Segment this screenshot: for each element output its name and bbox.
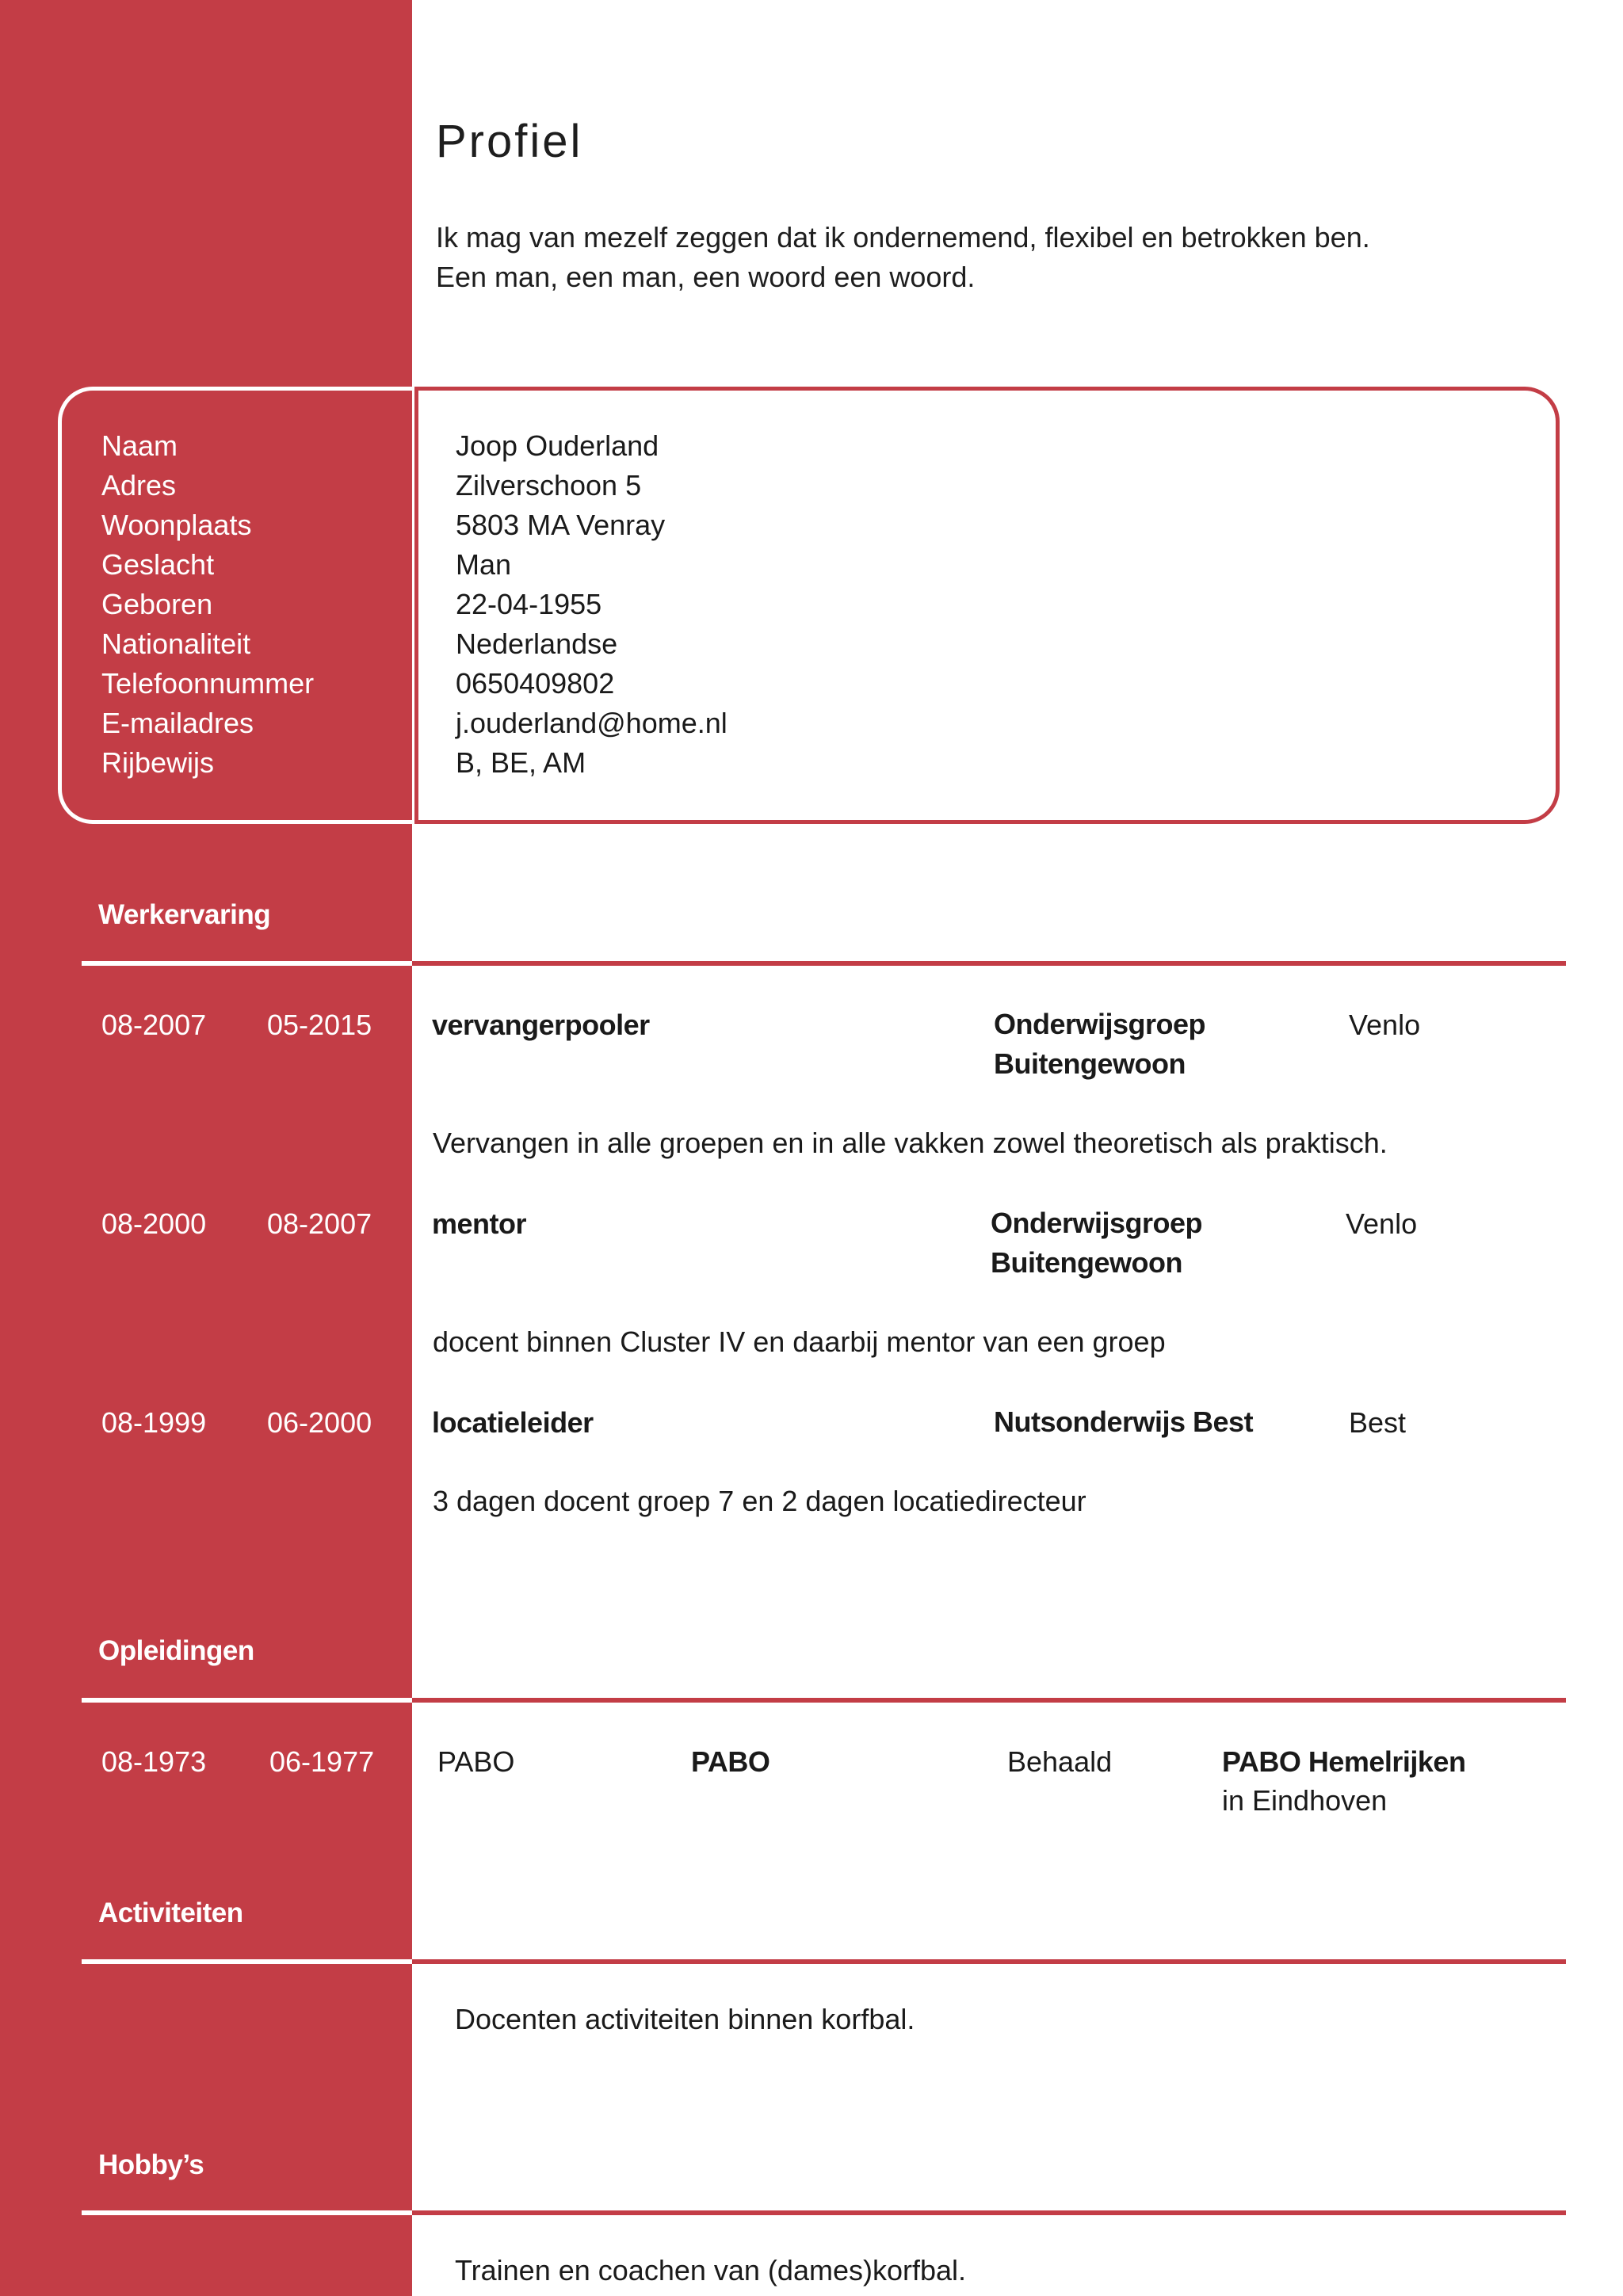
personal-info-labels xyxy=(101,426,314,783)
job-location: Venlo xyxy=(1349,1009,1421,1041)
job-end-date: 08-2007 xyxy=(267,1207,372,1240)
section-rule-right xyxy=(412,1698,1566,1703)
profile-line: Een man, een man, een woord een woord. xyxy=(436,261,976,293)
label-adres: Adres xyxy=(101,469,177,502)
job-organisation xyxy=(994,1005,1205,1084)
job-organisation xyxy=(994,1402,1253,1442)
job-location: Best xyxy=(1349,1406,1407,1439)
job-description: Vervangen in alle groepen en in alle vakken zowel theoretisch als praktisch. xyxy=(433,1127,1388,1159)
label-telefoonnummer: Telefoonnummer xyxy=(101,667,315,700)
section-title-education: Opleidingen xyxy=(98,1635,254,1666)
job-org-line: Onderwijsgroep xyxy=(994,1008,1206,1040)
activities-text: Docenten activiteiten binnen korfbal. xyxy=(455,2003,915,2035)
section-rule-left xyxy=(82,1698,412,1703)
personal-info-values xyxy=(456,426,727,783)
job-org-line: Nutsonderwijs Best xyxy=(994,1405,1254,1438)
job-org-line: Buitengewoon xyxy=(991,1246,1182,1279)
education-start-date: 08-1973 xyxy=(101,1745,207,1778)
value-nationaliteit: Nederlandse xyxy=(456,627,618,660)
sidebar xyxy=(0,0,412,2296)
label-geslacht: Geslacht xyxy=(101,548,215,581)
value-emailadres[interactable]: j.ouderland@home.nl xyxy=(456,707,727,739)
job-end-date: 05-2015 xyxy=(267,1009,372,1041)
profile-title: Profiel xyxy=(436,116,583,167)
label-naam: Naam xyxy=(101,429,178,462)
education-city: in Eindhoven xyxy=(1222,1784,1388,1817)
label-nationaliteit: Nationaliteit xyxy=(101,627,251,660)
job-end-date: 06-2000 xyxy=(267,1406,372,1439)
section-rule-right xyxy=(412,1959,1566,1964)
value-geboren: 22-04-1955 xyxy=(456,588,602,620)
label-woonplaats: Woonplaats xyxy=(101,509,252,541)
job-description: docent binnen Cluster IV en daarbij mentor van een groep xyxy=(433,1325,1166,1358)
profile-line: Ik mag van mezelf zeggen dat ik ondernemend, flexibel en betrokken ben. xyxy=(436,221,1370,254)
value-woonplaats: 5803 MA Venray xyxy=(456,509,666,541)
section-title-activities: Activiteiten xyxy=(98,1897,243,1928)
label-emailadres: E-mailadres xyxy=(101,707,254,739)
value-geslacht: Man xyxy=(456,548,512,581)
education-end-date: 06-1977 xyxy=(269,1745,375,1778)
job-start-date: 08-1999 xyxy=(101,1406,207,1439)
section-rule-right xyxy=(412,2210,1566,2215)
profile-text xyxy=(436,218,1545,297)
section-rule-right xyxy=(412,961,1566,966)
education-name: PABO xyxy=(691,1745,770,1778)
job-role: locatieleider xyxy=(432,1406,594,1439)
job-role: vervangerpooler xyxy=(432,1009,650,1041)
job-start-date: 08-2000 xyxy=(101,1207,207,1240)
job-organisation xyxy=(991,1203,1202,1283)
value-rijbewijs: B, BE, AM xyxy=(456,746,586,779)
value-adres: Zilverschoon 5 xyxy=(456,469,642,502)
value-telefoonnummer: 0650409802 xyxy=(456,667,615,700)
job-role: mentor xyxy=(432,1207,527,1240)
job-description: 3 dagen docent groep 7 en 2 dagen locatiedirecteur xyxy=(433,1485,1086,1517)
section-rule-left xyxy=(82,961,412,966)
label-geboren: Geboren xyxy=(101,588,213,620)
section-rule-left xyxy=(82,1959,412,1964)
section-title-work: Werkervaring xyxy=(98,899,271,930)
education-status: Behaald xyxy=(1007,1745,1113,1778)
label-rijbewijs: Rijbewijs xyxy=(101,746,215,779)
education-school: PABO Hemelrijken xyxy=(1222,1745,1466,1778)
job-org-line: Onderwijsgroep xyxy=(991,1207,1203,1239)
job-start-date: 08-2007 xyxy=(101,1009,207,1041)
job-org-line: Buitengewoon xyxy=(994,1047,1186,1080)
education-level: PABO xyxy=(437,1745,515,1778)
section-title-hobbies: Hobby’s xyxy=(98,2149,204,2180)
job-location: Venlo xyxy=(1346,1207,1418,1240)
hobbies-text: Trainen en coachen van (dames)korfbal. xyxy=(455,2254,967,2286)
section-rule-left xyxy=(82,2210,412,2215)
value-naam: Joop Ouderland xyxy=(456,429,659,462)
